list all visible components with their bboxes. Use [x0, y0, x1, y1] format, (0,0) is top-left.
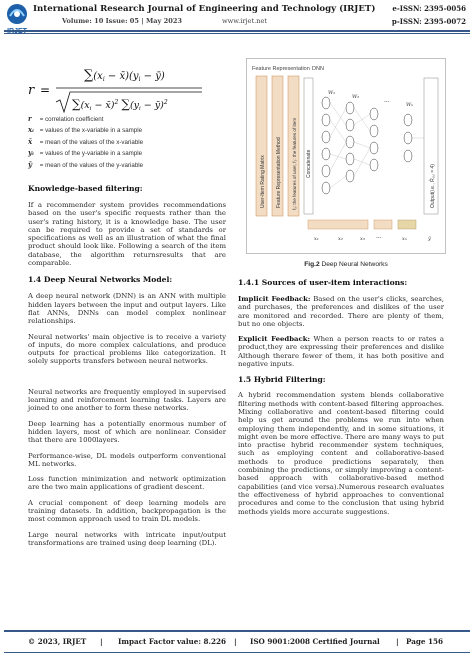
bar-features: f₁: the features of user, f₂: the features of item	[292, 117, 297, 210]
paragraph: Neural networks are frequently employed in supervised learning and reinforcement learning tasks. Layers are joined to one another to form these networks.	[28, 387, 226, 413]
eissn: e-ISSN: 2395-0056	[392, 4, 466, 13]
svg-text:∑(xi − x̄)(yi − ȳ): $\sum(x_i$ − $x̄)(y_i$ − ȳ)	[84, 68, 165, 83]
journal-website: www.irjet.net	[222, 17, 267, 25]
explicit-paragraph: Explicit Feedback: When a person reacts to or rates a product,they are expressing their preferences and dislike Although therare fewer of them, it has both positive and negative inputs.	[238, 335, 444, 369]
formula-legend	[28, 114, 218, 171]
hybrid-heading: 1.5 Hybrid Filtering:	[238, 375, 326, 385]
svg-text:∑(xi − x̄)2 ∑(yi − ȳ)2: $\sum(x_i$ − x̄)$^2$ $\sum(y_i$ − ȳ)$^2$	[72, 97, 168, 112]
output-symbol: ŷ	[428, 236, 431, 242]
legend-item: xᵢ = values of the x-variable in a sample	[28, 125, 143, 135]
svg-text:=: =	[40, 83, 51, 97]
header-rule-thin	[4, 33, 470, 34]
paragraph: Neural networks' main objective is to receive a variety of inputs, do more complex calculations, and produce outputs for practical problems like categorization. It solely supports transfers between neural networks.	[28, 332, 226, 366]
footer-separator: |	[234, 637, 237, 646]
feature-representation-title: Feature Representation	[252, 66, 310, 72]
legend-item: ȳ = mean of the values of the y-variable	[28, 159, 144, 169]
journal-title: International Research Journal of Engineering and Technology (IRJET)	[33, 4, 376, 14]
concatenate-label: Concatenate	[306, 149, 312, 178]
paragraph: Large neural networks with intricate input/output transformations are trained using deep learning (DL).	[28, 530, 226, 547]
paragraph: Performance-wise, DL models outperform conventional ML networks.	[28, 451, 226, 468]
legend-item: yᵢ = values of the y-variable in a sample	[28, 148, 143, 158]
footer-page: Page 156	[406, 637, 443, 646]
paragraph: A deep neural network (DNN) is an ANN with multiple hidden layers between the input and output layers. Like flat ANNs, DNNs can model complex nonlinear relationships.	[28, 292, 226, 326]
bar-feature-method: Feature Representation Method	[276, 137, 282, 208]
paragraph: Deep learning has a potentially enormous number of hidden layers, most of which are nonlinear. Consider that there are 1000layers.	[28, 419, 226, 445]
figure-caption: Fig.2 Deep Neural Networks	[304, 261, 388, 268]
left-column	[28, 184, 226, 547]
footer-rule-thin	[4, 652, 470, 653]
legend-item: r = correlation coefficient	[28, 114, 104, 123]
weight-label: Wₙ	[406, 102, 414, 108]
implicit-paragraph: Implicit Feedback: Based on the user's clicks, searches, and purchases, the preferences and dislikes of the user are monitored and recorded. There are plenty of them, but no one objects.	[238, 295, 444, 328]
paragraph: Loss function minimization and network optimization are the two main applications of gradient descent.	[28, 475, 226, 492]
kb-heading: Knowledge-based filtering:	[28, 184, 143, 193]
correlation-formula	[26, 62, 206, 116]
footer-iso: ISO 9001:2008 Certified Journal	[250, 637, 380, 646]
header-rule	[4, 30, 470, 32]
input-label: x₃	[360, 236, 365, 242]
dnn-figure	[246, 58, 446, 254]
bar-user-item-matrix: User-Item Rating Matrix	[260, 155, 266, 208]
weight-ellipsis: ···	[384, 99, 390, 106]
volume-issue: Volume: 10 Issue: 05 | May 2023	[62, 17, 183, 25]
svg-text:r: r	[28, 83, 35, 98]
paragraph: A crucial component of deep learning models are training datasets. In addition, backpropagation is the most common approach used to train DL models.	[28, 498, 226, 524]
dnn-heading: 1.4 Deep Neural Networks Model:	[28, 275, 173, 285]
weight-label: W₂	[352, 94, 360, 100]
hybrid-paragraph: A hybrid recommendation system blends collaborative filtering methods with content-based filtering approaches. Mixing collaborative and content-based filtering could help us get around the problems we run into when employing them independently, and in some situations, it might even be more effective. There are many ways to put into practise hybrid recommender system techniques, such as employing content and collaborative-based methods to produce predictions separately, then combining the predictions, or simply improving a content- based approach with collaborative-based method capabilities (and vice versa).Numerous research evaluates the effectiveness of hybrid approaches to conventional procedures and come to the conclusion that using hybrid methods yields more accurate suggestions.	[238, 391, 444, 516]
footer-rule	[4, 630, 470, 632]
input-label: x₂	[338, 236, 343, 242]
footer-copyright: © 2023, IRJET	[28, 637, 87, 646]
output-label: Output(i.e., R̂ᵤ,ᵢ = 4)	[430, 164, 436, 208]
footer-separator: |	[100, 637, 103, 646]
input-label: x₁	[314, 236, 319, 242]
weight-label: W₁	[328, 90, 336, 96]
pissn: p-ISSN: 2395-0072	[391, 17, 466, 26]
svg-text:IRJET: IRJET	[7, 28, 27, 35]
kb-paragraph: If a recommender system provides recommendations based on the user's specific requests rather than the user's rating history, it is a knowledge base. The user can be required to provide a set of standards or specifications as well as an illustration of what the final product should look like. Following a search of the item database, the algorithm returnsresults that are comparable.	[28, 201, 226, 268]
input-ellipsis: ···	[376, 235, 382, 242]
footer-impact: Impact Factor value: 8.226	[118, 637, 227, 646]
input-label: xₙ	[402, 236, 407, 242]
legend-item: x̄ = mean of the values of the x-variable	[28, 136, 144, 146]
right-column	[238, 278, 444, 516]
footer-separator: |	[396, 637, 399, 646]
sources-heading: 1.4.1 Sources of user-item interactions:	[238, 278, 408, 287]
dnn-title: DNN	[312, 66, 324, 72]
